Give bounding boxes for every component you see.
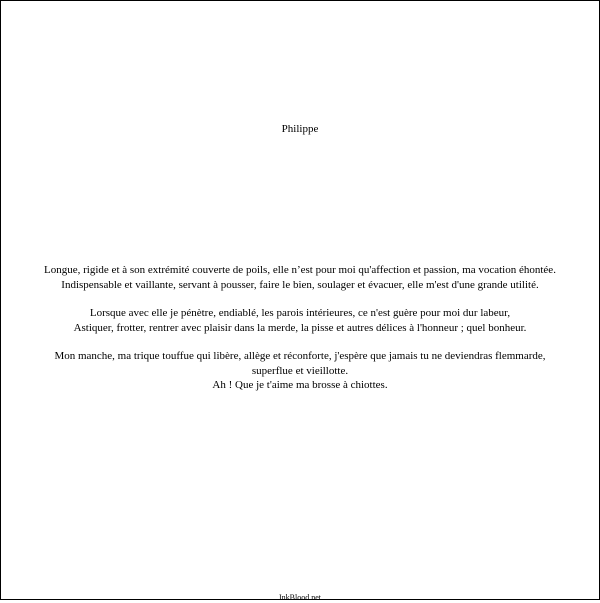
poem-stanza	[1, 349, 599, 393]
poem-body	[1, 263, 599, 407]
author-name: Philippe	[281, 123, 319, 135]
poem-stanza	[1, 263, 599, 292]
poem-line: Longue, rigide et à son extrémité couverte de poils, elle n’est pour moi qu'affection et passion, ma vocation éhontée.	[44, 264, 556, 276]
poem-line: Indispensable et vaillante, servant à pousser, faire le bien, soulager et évacuer, elle m'est d'une grande utilité.	[61, 278, 539, 291]
poem-line: Ah ! Que je t'aime ma brosse à chiottes.	[212, 379, 388, 391]
poem-line: superflue et vieillotte.	[251, 364, 349, 377]
poem-line: Astiquer, frotter, rentrer avec plaisir dans la merde, la pisse et autres délices à l'honneur ; quel bonheur.	[73, 321, 527, 334]
poem-line: Lorsque avec elle je pénètre, endiablé, les parois intérieures, ce n'est guère pour moi dur labeur,	[89, 307, 511, 319]
poem-stanza	[1, 306, 599, 335]
footer-site-name: InkBlood.net	[279, 593, 321, 602]
poem-line: Mon manche, ma trique touffue qui libère, allège et réconforte, j'espère que jamais tu ne deviendras flemmarde,	[54, 350, 546, 362]
